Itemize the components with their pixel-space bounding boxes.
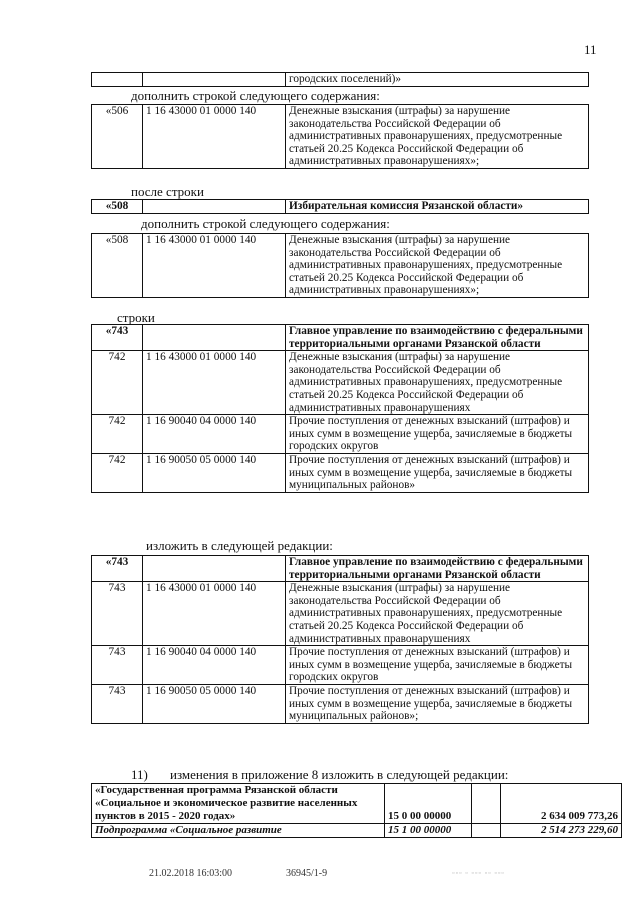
table-row xyxy=(92,453,589,492)
table-row xyxy=(92,73,589,87)
row-description: Главное управление по взаимодействию с федеральными территориальными органами Рязанской области xyxy=(286,325,589,351)
footer-timestamp: 21.02.2018 16:03:00 xyxy=(149,868,233,879)
admin-code: 742 xyxy=(92,351,143,415)
program-code: 15 1 00 00000 xyxy=(385,824,472,838)
table-row xyxy=(92,325,589,351)
table-row xyxy=(92,684,589,723)
admin-code: «508 xyxy=(92,200,143,214)
row-description: Главное управление по взаимодействию с федеральными территориальными органами Рязанской области xyxy=(286,556,589,582)
admin-code: 743 xyxy=(92,684,143,723)
footer-doc-id: 36945/1-9 xyxy=(286,868,328,879)
table-row xyxy=(92,415,589,454)
instruction-text: изложить в следующей редакции: xyxy=(146,538,333,553)
row-description: Денежные взыскания (штрафы) за нарушение законодательства Российской Федерации об административных правонарушениях, предусмотренные статьей 20.25 Кодекса Российской Федерации об административных правонарушениях xyxy=(286,351,589,415)
row-description: Прочие поступления от денежных взысканий (штрафов) и иных сумм в возмещение ущерба, зачисляемые в бюджеты муниципальных районов» xyxy=(286,453,589,492)
admin-code: 743 xyxy=(92,646,143,685)
table-row-506 xyxy=(91,104,589,169)
table-row xyxy=(92,824,622,838)
appendix-8-table xyxy=(91,783,622,838)
program-name: Подпрограмма «Социальное развитие xyxy=(92,824,385,838)
row-description: Прочие поступления от денежных взысканий (штрафов) и иных сумм в возмещение ущерба, зачисляемые в бюджеты городских округов xyxy=(286,415,589,454)
program-code: 15 0 00 00000 xyxy=(385,784,472,824)
table-continuation xyxy=(91,72,589,87)
row-description: Денежные взыскания (штрафы) за нарушение законодательства Российской Федерации об административных правонарушениях, предусмотренные статьей 20.25 Кодекса Российской Федерации об административных правонарушениях»; xyxy=(286,234,589,298)
admin-code: «508 xyxy=(92,234,143,298)
budget-code: 1 16 43000 01 0000 140 xyxy=(143,234,286,298)
table-row xyxy=(92,556,589,582)
admin-code: «743 xyxy=(92,556,143,582)
budget-code: 1 16 43000 01 0000 140 xyxy=(143,582,286,646)
table-row-508-header xyxy=(91,199,589,214)
table-743-old xyxy=(91,324,589,493)
page-number: 11 xyxy=(584,42,597,57)
table-row xyxy=(92,105,589,169)
budget-code: 1 16 90040 04 0000 140 xyxy=(143,415,286,454)
instruction-text: после строки xyxy=(131,184,204,199)
budget-code: 1 16 90050 05 0000 140 xyxy=(143,684,286,723)
instruction-text: дополнить строкой следующего содержания: xyxy=(141,216,390,231)
budget-code: 1 16 90040 04 0000 140 xyxy=(143,646,286,685)
admin-code: 743 xyxy=(92,582,143,646)
row-description: Денежные взыскания (штрафы) за нарушение законодательства Российской Федерации об административных правонарушениях, предусмотренные статьей 20.25 Кодекса Российской Федерации об административных правонарушениях»; xyxy=(286,105,589,169)
budget-code: 1 16 43000 01 0000 140 xyxy=(143,351,286,415)
instruction-text: строки xyxy=(117,310,155,325)
scan-noise: ▫▫▫ ▫ ▫▫▫ ▫▫ ▫▫▫ xyxy=(452,869,505,877)
table-row xyxy=(92,351,589,415)
table-743-new xyxy=(91,555,589,724)
row-description: Избирательная комиссия Рязанской области» xyxy=(286,200,589,214)
row-description: Прочие поступления от денежных взысканий (штрафов) и иных сумм в возмещение ущерба, зачисляемые в бюджеты муниципальных районов»; xyxy=(286,684,589,723)
table-row xyxy=(92,582,589,646)
admin-code: «743 xyxy=(92,325,143,351)
program-name: «Государственная программа Рязанской области «Социальное и экономическое развитие населенных пунктов в 2015 - 2020 годах» xyxy=(92,784,385,824)
table-row xyxy=(92,784,622,824)
program-amount: 2 514 273 229,60 xyxy=(501,824,622,838)
admin-code: 742 xyxy=(92,415,143,454)
admin-code: «506 xyxy=(92,105,143,169)
program-amount: 2 634 009 773,26 xyxy=(501,784,622,824)
instruction-text: дополнить строкой следующего содержания: xyxy=(131,88,380,103)
instruction-text: изменения в приложение 8 изложить в следующей редакции: xyxy=(170,767,509,782)
budget-code: 1 16 90050 05 0000 140 xyxy=(143,453,286,492)
row-description: городских поселений)» xyxy=(286,73,589,87)
table-row xyxy=(92,646,589,685)
item-number: 11) xyxy=(131,767,148,782)
table-row xyxy=(92,200,589,214)
table-row xyxy=(92,234,589,298)
admin-code: 742 xyxy=(92,453,143,492)
table-row-508 xyxy=(91,233,589,298)
row-description: Денежные взыскания (штрафы) за нарушение законодательства Российской Федерации об административных правонарушениях, предусмотренные статьей 20.25 Кодекса Российской Федерации об административных правонарушениях xyxy=(286,582,589,646)
row-description: Прочие поступления от денежных взысканий (штрафов) и иных сумм в возмещение ущерба, зачисляемые в бюджеты городских округов xyxy=(286,646,589,685)
budget-code: 1 16 43000 01 0000 140 xyxy=(143,105,286,169)
